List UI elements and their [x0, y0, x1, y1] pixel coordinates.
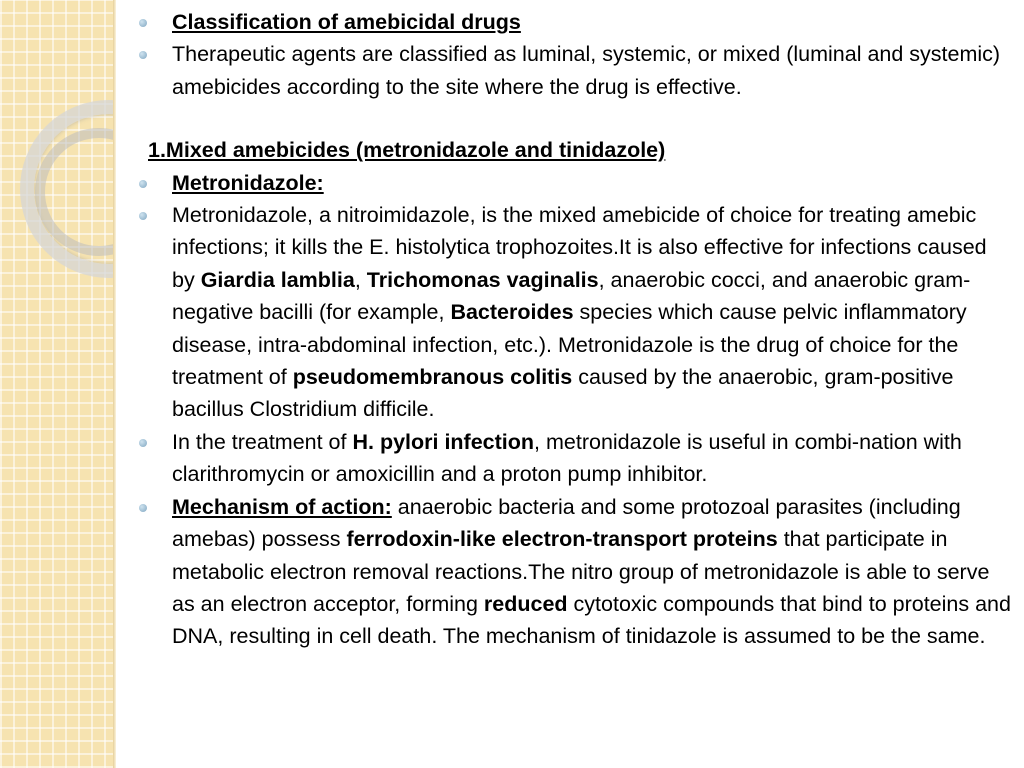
metronidazole-desc-part: caused by the anaerobic, gram-positive bacillus Clostridium difficile.	[172, 365, 954, 422]
mechanism-text-part: that participate in metabolic electron removal reactions.The nitro group of metronidazole is able to serve as an electron acceptor, forming	[172, 527, 990, 616]
metronidazole-desc-part: Metronidazole, a nitroimidazole, is the mixed amebicide of choice for treating amebic infections; it kills the E. histolytica trophozoites.It is also effective for infections caused by	[172, 203, 987, 292]
h-pylori-infection: H. pylori infection	[352, 429, 535, 454]
section-heading	[130, 134, 1015, 166]
side-panel-edge	[113, 0, 116, 768]
decorative-side-panel	[0, 0, 113, 768]
ferrodoxin-proteins: ferrodoxin-like electron-transport proteins	[346, 527, 778, 552]
bullet-item-classification	[130, 6, 1015, 38]
metronidazole-title: Metronidazole:	[172, 170, 324, 195]
bullet-item-metronidazole-description	[130, 199, 1015, 426]
bullet-icon	[139, 439, 147, 447]
mixed-amebicides-heading: 1.Mixed amebicides (metronidazole and tinidazole)	[148, 138, 666, 163]
bullet-icon	[139, 180, 147, 188]
bullet-item-h-pylori	[130, 426, 1015, 491]
bullet-icon	[139, 504, 147, 512]
bullet-icon	[139, 212, 147, 220]
metronidazole-desc-part: ,	[354, 267, 367, 292]
slide-content	[130, 6, 1015, 653]
mechanism-text-part: cytotoxic compounds that bind to proteins and DNA, resulting in cell death. The mechanism of tinidazole is assumed to be the same.	[172, 591, 1011, 649]
metronidazole-desc-part: , anaerobic cocci, and anaerobic gram-negative bacilli (for example,	[172, 267, 971, 325]
pseudomembranous-colitis: pseudomembranous colitis	[292, 365, 573, 390]
bacteroides: Bacteroides	[450, 300, 574, 325]
giardia-lamblia: Giardia lamblia	[200, 267, 355, 292]
metronidazole-desc-part: species which cause pelvic inflammatory disease, intra-abdominal infection, etc.). Metronidazole is the drug of choice for the treatment of	[172, 300, 967, 390]
bullet-icon	[139, 19, 147, 27]
reduced-term: reduced	[483, 591, 568, 616]
bullet-item-therapeutic-agents	[130, 38, 1015, 103]
h-pylori-text-part: , metronidazole is useful in combi-nation with clarithromycin or amoxicillin and a proton pump inhibitor.	[172, 429, 962, 487]
trichomonas-vaginalis: Trichomonas vaginalis	[366, 267, 599, 292]
therapeutic-agents-text: Therapeutic agents are classified as luminal, systemic, or mixed (luminal and systemic) amebicides according to the site where the drug is effective.	[172, 42, 1001, 99]
bullet-item-metronidazole	[130, 167, 1015, 199]
classification-title: Classification of amebicidal drugs	[172, 10, 521, 34]
mechanism-title: Mechanism of action:	[172, 494, 392, 519]
bullet-item-mechanism	[130, 491, 1015, 653]
mechanism-text-part: anaerobic bacteria and some protozoal parasites (including amebas) possess	[172, 494, 961, 552]
h-pylori-text-part: In the treatment of	[172, 429, 353, 454]
bullet-icon	[139, 51, 147, 59]
